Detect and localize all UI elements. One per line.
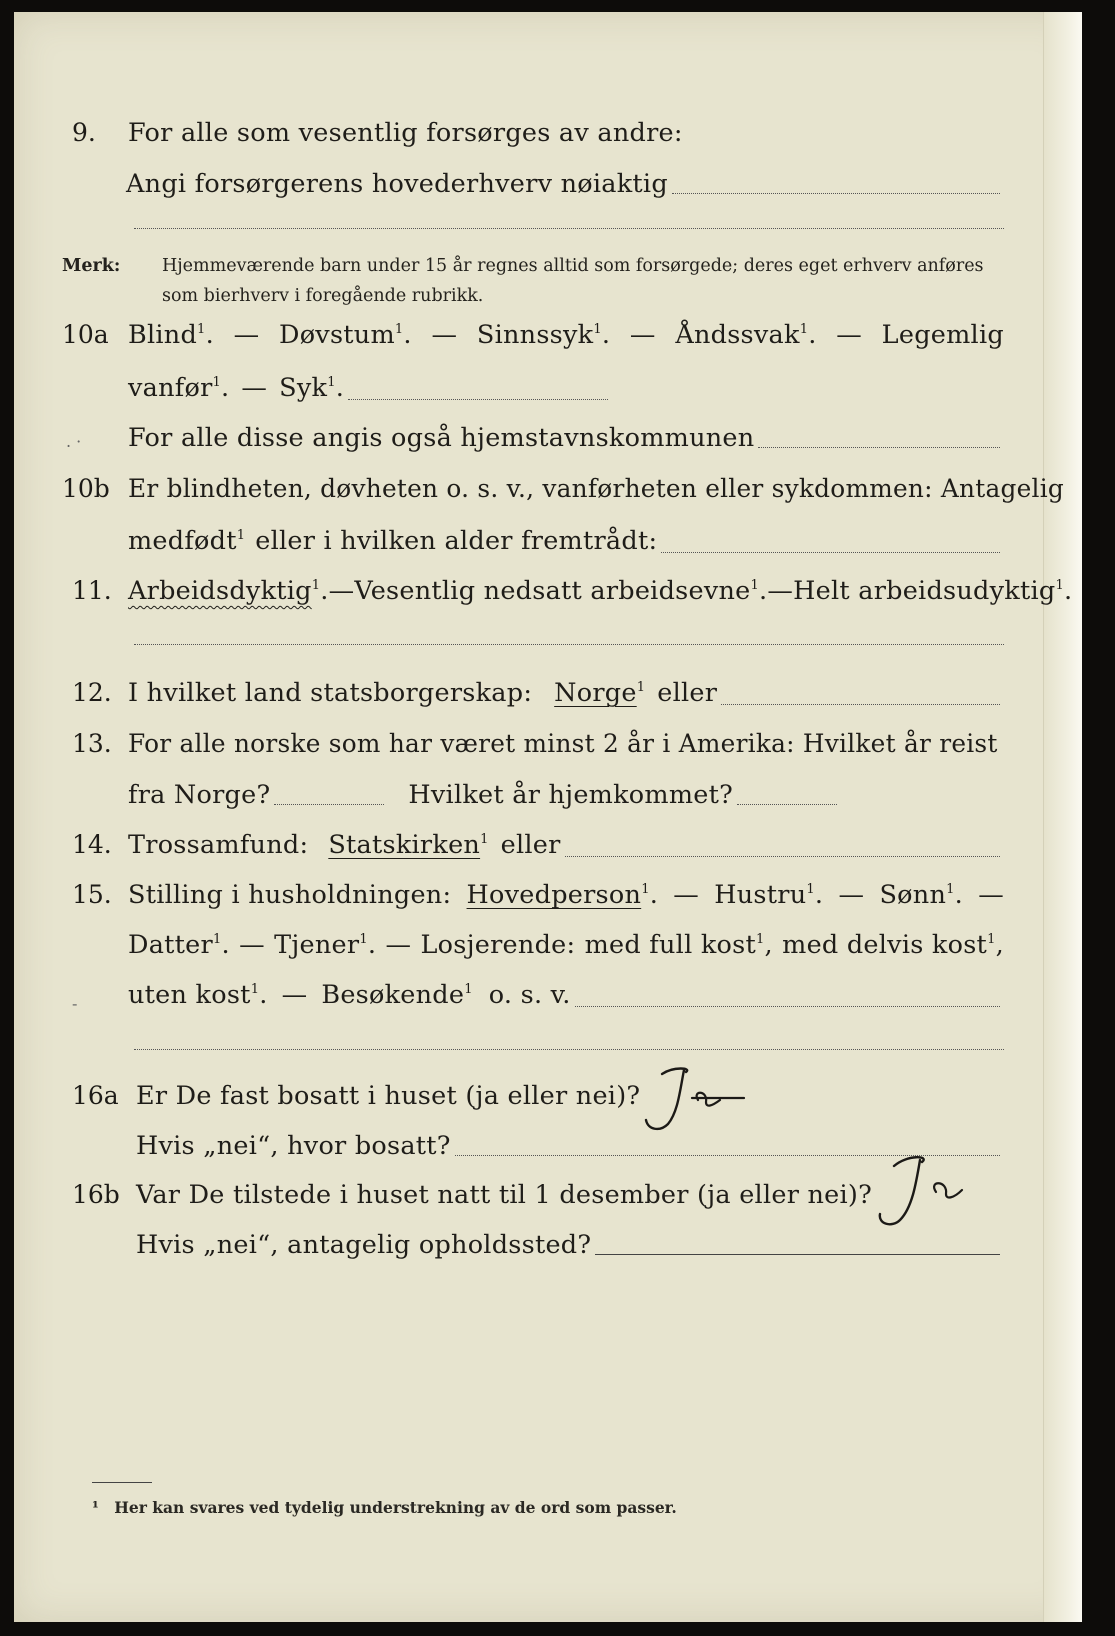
question-number: 9. bbox=[72, 118, 96, 147]
option-sinnssyk: Sinnssyk$^1$. bbox=[476, 320, 611, 350]
question-text: fra Norge? bbox=[128, 780, 271, 810]
option-sonn: Sønn$^1$. bbox=[879, 880, 964, 910]
census-form-page: 9. For alle som vesentlig forsørges av andre: Angi forsørgerens hovederhverv nøiaktig Merk: Hjemmeværende barn under 15 år regnes alltid som forsørgede; deres eget erhverv anføres som bierhverv i foregående rubrikk. 10a Blind$^1$. — Døvstum$^1$. — Sinnssyk$^1$. — Åndssvak$^1$. — Legemlig vanfør$^1$. — Syk$^1$. . · For alle disse angis også hjemstavnskommunen 10b Er blindheten, døvheten o. s. v., vanførheten eller sykdommen: Antagelig medfødt$^1$ eller i hvilken alder fremtrådt: 11. Arbeidsdyktig$^1$. — Vesentlig nedsatt arbeidsevne$^1$. — Helt arbeidsudyktig$^1$. 12. I hvilket land statsborgerskap: Norge$^1$ eller 13. For alle norske som har været minst 2 år i Amerika: Hvilket år reist fra Norge? Hvilket år hjemkommet? 14. Trossamfund: Statskirken$^1$ eller 15. Stilling i husholdningen: Hovedperson$^1$. — Hustru$^1$. — Sønn$^1$. — Datter$^1$. — Tjener$^1$. — Losjerende: med full kost$^1$, med delvis kost$^1$, - uten kost$^1$. — Besøkende$^1$ o. s. v. 16a Er De fast bosatt i huset (ja eller nei)? Hvis „nei“, hvor bosatt? 16b Var De tilstede i huset natt til 1 desember (ja eller nei)? Hvis „nei“, antagelig opholdssted? ¹ Her kan svares ved tydelig understrekning av de ord som passer. bbox=[14, 12, 1082, 1622]
answer-line[interactable] bbox=[721, 704, 1000, 705]
option-datter: Datter$^1$. bbox=[128, 930, 230, 960]
question-text: I hvilket land statsborgerskap: bbox=[128, 678, 533, 708]
note-text: Hjemmeværende barn under 15 år regnes alltid som forsørgede; deres eget erhverv anføres som bierhverv i foregående rubrikk. bbox=[162, 256, 984, 306]
answer-line[interactable] bbox=[274, 804, 384, 805]
question-text: Er blindheten, døvheten o. s. v., vanførheten eller sykdommen: Antagelig bbox=[128, 474, 1065, 503]
option-med-delvis-kost: med delvis kost$^1$, bbox=[782, 930, 1004, 960]
option-helt-arbeidsudyktig: Helt arbeidsudyktig$^1$. bbox=[793, 576, 1073, 606]
question-text: Er De fast bosatt i huset (ja eller nei)? bbox=[136, 1081, 641, 1111]
answer-line[interactable] bbox=[134, 1049, 1004, 1050]
option-norge-selected: Norge$^1$ bbox=[554, 678, 646, 708]
question-11: 11. Arbeidsdyktig$^1$. — Vesentlig nedsatt arbeidsevne$^1$. — Helt arbeidsudyktig$^1$. bbox=[14, 570, 1082, 612]
question-text: Hvilket år hjemkommet? bbox=[408, 780, 734, 810]
footnote-mark: ¹ bbox=[92, 1498, 99, 1517]
question-number: 12. bbox=[72, 678, 112, 707]
answer-line[interactable] bbox=[672, 193, 1000, 194]
question-15: 15. Stilling i husholdningen: Hovedperson$^1$. — Hustru$^1$. — Sønn$^1$. — bbox=[14, 874, 1082, 916]
answer-line[interactable] bbox=[737, 804, 837, 805]
answer-line[interactable] bbox=[758, 447, 1000, 448]
question-15-line-2: Datter$^1$. — Tjener$^1$. — Losjerende: med full kost$^1$, med delvis kost$^1$, bbox=[14, 924, 1082, 966]
question-text: Trossamfund: bbox=[128, 830, 309, 860]
footnote bbox=[92, 1498, 677, 1517]
question-13-line-2 bbox=[14, 774, 1082, 816]
option-hovedperson-selected: Hovedperson$^1$. bbox=[466, 880, 659, 910]
note-label: Merk: bbox=[62, 256, 121, 276]
question-13 bbox=[14, 723, 1082, 765]
option-blind: Blind$^1$. bbox=[128, 320, 214, 350]
answer-line[interactable] bbox=[348, 399, 608, 400]
answer-line[interactable] bbox=[565, 856, 1000, 857]
footnote-rule bbox=[92, 1482, 152, 1483]
option-legemlig: Legemlig bbox=[881, 320, 1004, 350]
question-9-line-2 bbox=[14, 163, 1082, 205]
option-vanfor: vanfør$^1$. bbox=[128, 373, 230, 403]
question-text: Var De tilstede i huset natt til 1 desember (ja eller nei)? bbox=[136, 1180, 873, 1210]
question-10a-line-2: vanfør$^1$. — Syk$^1$. bbox=[14, 367, 1082, 409]
option-syk: Syk$^1$. bbox=[279, 373, 345, 403]
question-15-line-3: uten kost$^1$. — Besøkende$^1$ o. s. v. bbox=[14, 974, 1082, 1016]
question-number: 16a bbox=[72, 1081, 119, 1110]
answer-line[interactable] bbox=[575, 1006, 1000, 1007]
answer-line[interactable] bbox=[134, 228, 1004, 229]
question-9 bbox=[14, 112, 1082, 154]
footnote-text: Her kan svares ved tydelig understrekning av de ord som passer. bbox=[114, 1498, 677, 1517]
question-16b-line-2 bbox=[14, 1224, 1082, 1266]
question-text: Hvis „nei“, antagelig opholdssted? bbox=[136, 1230, 592, 1260]
question-number: 16b bbox=[72, 1180, 120, 1209]
option-medfodt: medfødt$^1$ bbox=[128, 526, 246, 556]
question-text: Losjerende: bbox=[420, 930, 576, 960]
handwritten-answer-ja-16b bbox=[864, 1146, 994, 1236]
question-10b bbox=[14, 468, 1082, 510]
question-number: 14. bbox=[72, 830, 112, 859]
answer-line[interactable] bbox=[134, 644, 1004, 645]
question-text: Angi forsørgerens hovederhverv nøiaktig bbox=[126, 169, 668, 199]
question-text: Stilling i husholdningen: bbox=[128, 880, 452, 910]
option-hustru: Hustru$^1$. bbox=[714, 880, 824, 910]
option-dovstum: Døvstum$^1$. bbox=[279, 320, 412, 350]
question-10a-line-3 bbox=[14, 417, 1082, 459]
option-statskirken-selected: Statskirken$^1$ bbox=[328, 830, 489, 860]
option-tjener: Tjener$^1$. bbox=[274, 930, 377, 960]
question-10a: 10a Blind$^1$. — Døvstum$^1$. — Sinnssyk$^1$. — Åndssvak$^1$. — Legemlig bbox=[14, 314, 1082, 356]
question-number: 10a bbox=[62, 320, 109, 349]
question-number: 11. bbox=[72, 576, 112, 605]
option-arbeidsdyktig-selected: Arbeidsdyktig$^1$. bbox=[128, 576, 329, 606]
question-number: 15. bbox=[72, 880, 112, 909]
question-text: Hvis „nei“, hvor bosatt? bbox=[136, 1131, 451, 1161]
question-text: eller i hvilken alder fremtrådt: bbox=[255, 526, 658, 556]
question-12: 12. I hvilket land statsborgerskap: Norge$^1$ eller bbox=[14, 672, 1082, 714]
page-edge bbox=[1043, 12, 1082, 1622]
answer-line[interactable] bbox=[595, 1254, 1000, 1255]
option-besokende: Besøkende$^1$ bbox=[321, 980, 473, 1010]
question-number: 13. bbox=[72, 729, 112, 758]
question-number: 10b bbox=[62, 474, 110, 503]
option-med-full-kost: med full kost$^1$, bbox=[584, 930, 773, 960]
question-16a bbox=[14, 1075, 1082, 1117]
question-14: 14. Trossamfund: Statskirken$^1$ eller bbox=[14, 824, 1082, 866]
option-vesentlig-nedsatt: Vesentlig nedsatt arbeidsevne$^1$. bbox=[354, 576, 768, 606]
answer-line[interactable] bbox=[661, 552, 1000, 553]
question-10b-line-2 bbox=[14, 520, 1082, 562]
option-andssvak: Åndssvak$^1$. bbox=[675, 320, 817, 350]
option-uten-kost: uten kost$^1$. bbox=[128, 980, 268, 1010]
question-text: For alle disse angis også hjemstavnskommunen bbox=[128, 423, 755, 453]
question-text: For alle som vesentlig forsørges av andre: bbox=[128, 118, 683, 148]
question-text: For alle norske som har været minst 2 år i Amerika: Hvilket år reist bbox=[128, 729, 998, 758]
